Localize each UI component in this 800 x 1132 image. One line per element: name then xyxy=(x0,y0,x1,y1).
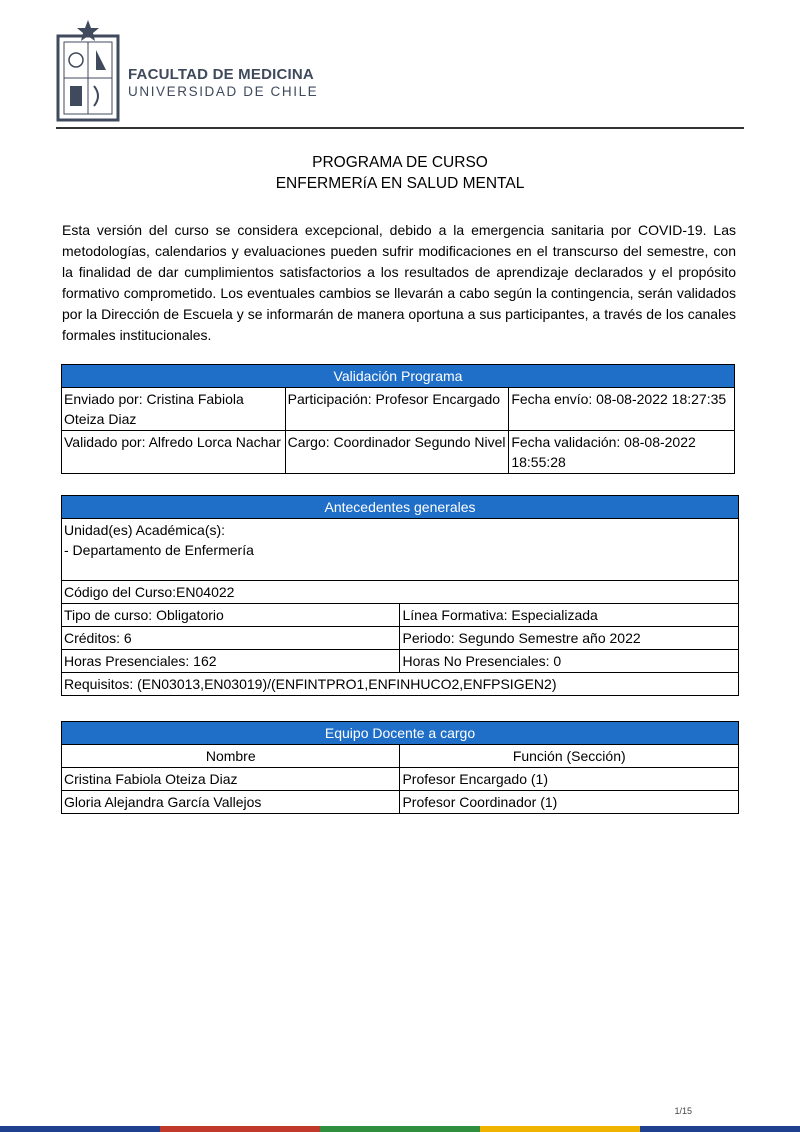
table-row xyxy=(62,791,739,814)
participation-cell: Participación: Profesor Encargado xyxy=(285,388,509,431)
team-member-name: Cristina Fabiola Oteiza Diaz xyxy=(62,768,400,791)
university-name: UNIVERSIDAD DE CHILE xyxy=(128,84,319,99)
send-date-cell: Fecha envío: 08-08-2022 18:27:35 xyxy=(509,388,735,431)
header-divider xyxy=(56,127,744,129)
academic-unit-value: - Departamento de Enfermería xyxy=(64,542,254,558)
academic-unit-label: Unidad(es) Académica(s): xyxy=(64,522,226,538)
bar-segment xyxy=(640,1126,800,1132)
team-member-function: Profesor Encargado (1) xyxy=(400,768,739,791)
academic-unit-cell xyxy=(62,519,739,581)
course-type-cell: Tipo de curso: Obligatorio xyxy=(62,604,400,627)
faculty-name: FACULTAD DE MEDICINA xyxy=(128,66,314,83)
page-number: 1/15 xyxy=(674,1106,692,1116)
role-cell: Cargo: Coordinador Segundo Nivel xyxy=(285,431,509,474)
general-background-table xyxy=(61,495,739,696)
validation-table xyxy=(61,364,735,474)
university-crest-icon xyxy=(56,18,120,122)
bar-segment xyxy=(160,1126,320,1132)
period-cell: Periodo: Segundo Semestre año 2022 xyxy=(400,627,739,650)
team-member-function: Profesor Coordinador (1) xyxy=(400,791,739,814)
validation-heading: Validación Programa xyxy=(62,365,735,388)
validation-date-cell: Fecha validación: 08-08-2022 18:55:28 xyxy=(509,431,735,474)
sent-by-cell: Enviado por: Cristina Fabiola Oteiza Diaz xyxy=(62,388,286,431)
background-heading: Antecedentes generales xyxy=(62,496,739,519)
requirements-cell: Requisitos: (EN03013,EN03019)/(ENFINTPRO1,ENFINHUCO2,ENFPSIGEN2) xyxy=(62,673,739,696)
function-column-header: Función (Sección) xyxy=(400,745,739,768)
in-person-hours-cell: Horas Presenciales: 162 xyxy=(62,650,400,673)
course-code-cell: Código del Curso:EN04022 xyxy=(62,581,739,604)
team-member-name: Gloria Alejandra García Vallejos xyxy=(62,791,400,814)
title-line-2: ENFERMERíA EN SALUD MENTAL xyxy=(275,175,525,192)
teaching-team-table xyxy=(61,721,739,814)
name-column-header: Nombre xyxy=(62,745,400,768)
footer-color-bar xyxy=(0,1126,800,1132)
team-heading: Equipo Docente a cargo xyxy=(62,722,739,745)
page-header xyxy=(56,18,744,128)
title-line-1: PROGRAMA DE CURSO xyxy=(312,154,488,171)
validated-by-cell: Validado por: Alfredo Lorca Nachar xyxy=(62,431,286,474)
document-title xyxy=(0,152,800,194)
credits-cell: Créditos: 6 xyxy=(62,627,400,650)
non-in-person-hours-cell: Horas No Presenciales: 0 xyxy=(400,650,739,673)
intro-paragraph: Esta versión del curso se considera excepcional, debido a la emergencia sanitaria por COVID-19. Las metodologías, calendarios y evaluaciones pueden sufrir modificaciones en el transcurso del semestre, con la finalidad de dar cumplimientos satisfactorios a los resultados de aprendizaje declarados y el propósito formativo comprometido. Los eventuales cambios se llevarán a cabo según la contingencia, serán validados por la Dirección de Escuela y se informarán de manera oportuna a sus participantes, a través de los canales formales institucionales. xyxy=(62,222,736,343)
table-row xyxy=(62,768,739,791)
bar-segment xyxy=(0,1126,160,1132)
formative-line-cell: Línea Formativa: Especializada xyxy=(400,604,739,627)
bar-segment xyxy=(480,1126,640,1132)
bar-segment xyxy=(320,1126,480,1132)
